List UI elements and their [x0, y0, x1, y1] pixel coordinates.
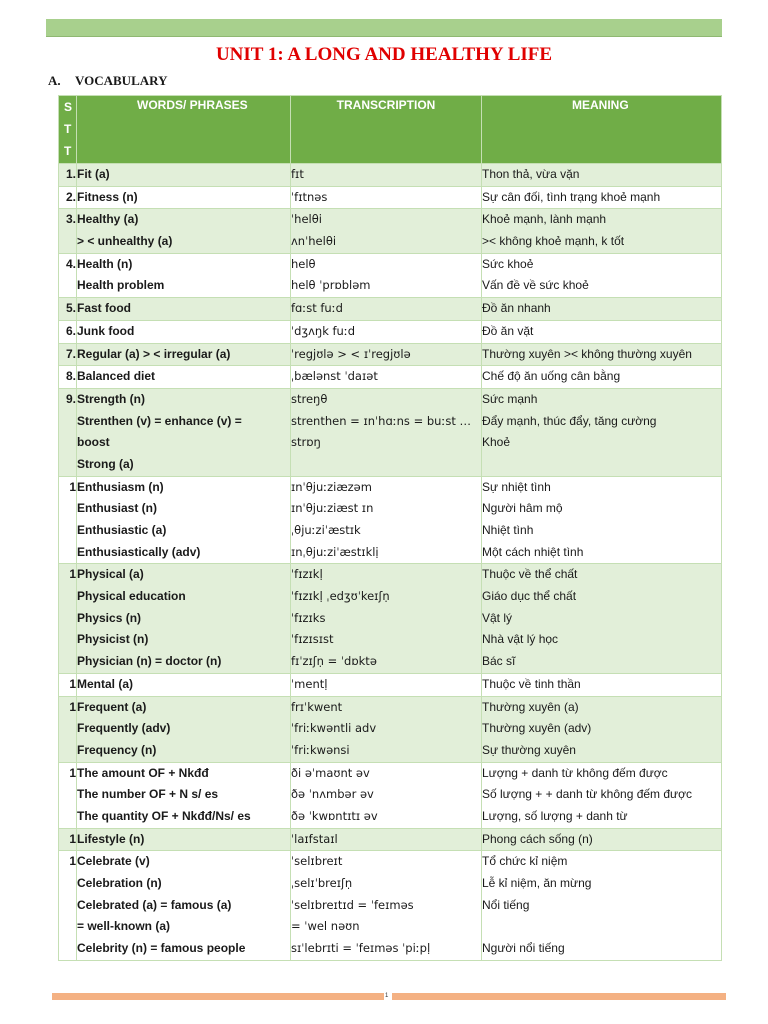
row-number: 1: [59, 762, 77, 828]
meaning-cell-line: Đồ ăn vặt: [482, 323, 534, 338]
transcription-cell-line: ɪnˈθjuːziæst ɪn: [291, 501, 374, 516]
word-cell-line: Physics (n): [77, 610, 142, 625]
word-cell-line: Physician (n) = doctor (n): [77, 654, 222, 669]
table-row: [59, 298, 722, 321]
word-cell-line: Celebration (n): [77, 876, 162, 890]
table-row: [59, 851, 722, 960]
meaning-cell-line: >< không khoẻ mạnh, k tốt: [482, 234, 625, 249]
meaning-cell-line: Khoẻ mạnh, lành mạnh: [482, 212, 607, 227]
section-label: VOCABULARY: [75, 73, 168, 88]
word-cell-line: The quantity OF + Nkđđ/Ns/ es: [77, 808, 251, 823]
transcription-cell: [291, 762, 482, 828]
word-cell-line: Strength (n): [77, 391, 145, 406]
transcription-cell-line: ˈregjʊlə > < ɪˈregjʊlə: [291, 346, 411, 361]
transcription-cell-line: ˈfɪzɪsɪst: [291, 632, 334, 647]
row-number: 9.: [59, 388, 77, 476]
meaning-cell-line: Nổi tiếng: [482, 897, 530, 912]
meaning-cell: [482, 476, 722, 564]
meaning-cell-line: Lượng + danh từ không đếm được: [482, 765, 668, 780]
transcription-cell-line: ˈdʒʌŋk fuːd: [291, 323, 356, 338]
meaning-cell-line: Thường xuyên (adv): [482, 721, 592, 736]
transcription-cell-line: = ˈwel nəʊn: [291, 919, 360, 934]
meaning-cell: [482, 696, 722, 762]
transcription-cell-line: ˈfriːkwənsi: [291, 742, 350, 757]
meaning-cell: [482, 253, 722, 297]
row-number: 1: [59, 851, 77, 960]
transcription-cell-line: ˈfɪtnəs: [291, 189, 328, 204]
transcription-cell-line: ˈfɪzɪks: [291, 610, 326, 625]
word-cell-line: Physical (a): [77, 567, 144, 582]
transcription-cell-line: strenthen = ɪnˈhɑːns = buːst …: [291, 413, 471, 428]
meaning-cell-line: Người hâm mộ: [482, 501, 563, 516]
meaning-cell-line: Phong cách sống (n): [482, 831, 593, 846]
meaning-cell-line: Sự cân đối, tình trạng khoẻ mạnh: [482, 189, 661, 204]
row-number: 1: [59, 696, 77, 762]
transcription-cell-line: ˌselɪˈbreɪʃṇ: [291, 876, 353, 890]
table-row: [59, 828, 722, 851]
meaning-cell-line: Chế độ ăn uống cân bằng: [482, 369, 621, 384]
table-row: [59, 564, 722, 673]
transcription-cell-line: ˈmentḷ: [291, 676, 328, 691]
word-cell-line: Lifestyle (n): [77, 831, 145, 846]
word-cell-line: Celebrated (a) = famous (a): [77, 897, 232, 912]
meaning-cell-line: Thuộc về tinh thần: [482, 676, 581, 691]
transcription-cell-line: ˈlaɪfstaɪl: [291, 831, 338, 846]
transcription-cell-line: ˈfriːkwəntli adv: [291, 721, 377, 736]
transcription-cell: [291, 253, 482, 297]
meaning-cell-line: Vật lý: [482, 610, 513, 625]
transcription-cell-line: ˈselɪbreɪt: [291, 854, 343, 869]
word-cell-line: Celebrity (n) = famous people: [77, 941, 246, 956]
meaning-cell-line: Khoẻ: [482, 435, 511, 450]
word-cell-line: Enthusiast (n): [77, 501, 157, 516]
meaning-cell-line: Giáo dục thể chất: [482, 589, 577, 604]
meaning-cell: [482, 828, 722, 851]
transcription-cell-line: ˈselɪbreɪtɪd = ˈfeɪməs: [291, 897, 414, 912]
word-cell-line: Physicist (n): [77, 632, 149, 647]
word-cell-line: Enthusiastic (a): [77, 523, 167, 537]
row-number: 6.: [59, 320, 77, 343]
transcription-cell-line: streŋθ: [291, 391, 328, 406]
meaning-cell-line: Một cách nhiệt tình: [482, 544, 584, 559]
transcription-cell-line: sɪˈlebrɪti = ˈfeɪməs ˈpiːpḷ: [291, 941, 431, 956]
word-cell-line: Fit (a): [77, 167, 110, 181]
meaning-cell: [482, 186, 722, 209]
table-row: [59, 762, 722, 828]
transcription-cell-line: ˈfɪzɪkḷ: [291, 567, 323, 582]
word-cell: [77, 851, 291, 960]
meaning-cell-line: Sức khoẻ: [482, 256, 534, 271]
word-cell: [77, 320, 291, 343]
transcription-cell-line: ʌnˈhelθi: [291, 234, 337, 249]
meaning-cell-line: Bác sĩ: [482, 654, 516, 669]
table-row: [59, 696, 722, 762]
table-row: [59, 320, 722, 343]
transcription-cell-line: strɒŋ: [291, 435, 321, 450]
transcription-cell-line: fɑːst fuːd: [291, 301, 343, 316]
transcription-cell: [291, 186, 482, 209]
word-cell: [77, 298, 291, 321]
meaning-cell: [482, 673, 722, 696]
word-cell-line: The amount OF + Nkđđ: [77, 765, 209, 780]
transcription-cell-line: frɪˈkwent: [291, 699, 343, 714]
transcription-cell-line: helθ: [291, 256, 316, 271]
meaning-cell-line: Thường xuyên (a): [482, 699, 579, 714]
meaning-cell-line: Thon thả, vừa vặn: [482, 167, 580, 181]
transcription-cell: [291, 298, 482, 321]
meaning-cell: [482, 762, 722, 828]
row-number: 1.: [59, 164, 77, 187]
meaning-cell-line: Thường xuyên >< không thường xuyên: [482, 346, 692, 361]
meaning-cell-line: Đẩy mạnh, thúc đẩy, tăng cường: [482, 413, 657, 428]
word-cell-line: Frequently (adv): [77, 721, 171, 736]
page-title: UNIT 1: A LONG AND HEALTHY LIFE: [215, 44, 553, 65]
word-cell-line: Physical education: [77, 589, 186, 604]
table-row: [59, 164, 722, 187]
meaning-cell-line: Số lượng + + danh từ không đếm được: [482, 787, 692, 802]
top-decorative-bar: [46, 19, 722, 37]
transcription-cell-line: fɪˈzɪʃṇ = ˈdɒktə: [291, 654, 377, 669]
meaning-cell-line: [482, 454, 721, 476]
meaning-cell: [482, 298, 722, 321]
transcription-cell-line: ɪnˈθjuːziæzəm: [291, 479, 372, 494]
row-number: 7.: [59, 343, 77, 366]
word-cell-line: Frequency (n): [77, 742, 157, 757]
word-cell-line: Frequent (a): [77, 699, 147, 714]
word-cell-line: > < unhealthy (a): [77, 234, 173, 249]
word-cell-line: Healthy (a): [77, 212, 139, 227]
header-words: WORDS/ PHRASES: [77, 96, 291, 164]
meaning-cell: [482, 164, 722, 187]
header-stt: S T T: [59, 96, 77, 164]
footer-bar-right: [392, 993, 726, 1000]
word-cell: [77, 762, 291, 828]
table-row: [59, 186, 722, 209]
meaning-cell-line: Sức mạnh: [482, 391, 538, 406]
meaning-cell: [482, 851, 722, 960]
transcription-cell: [291, 388, 482, 476]
word-cell-line: = well-known (a): [77, 919, 171, 934]
transcription-cell-line: ˌθjuːziˈæstɪk: [291, 523, 361, 537]
meaning-cell: [482, 366, 722, 389]
transcription-cell: [291, 851, 482, 960]
transcription-cell: [291, 366, 482, 389]
meaning-cell: [482, 388, 722, 476]
word-cell: [77, 209, 291, 253]
table-row: [59, 209, 722, 253]
meaning-cell-line: Sự thường xuyên: [482, 742, 576, 757]
meaning-cell: [482, 564, 722, 673]
transcription-cell: [291, 164, 482, 187]
transcription-cell-line: ðə ˈkwɒntɪtɪ əv: [291, 808, 378, 823]
word-cell: [77, 476, 291, 564]
row-number: 4.: [59, 253, 77, 297]
transcription-cell-line: ðə ˈnʌmbər əv: [291, 787, 374, 802]
transcription-cell: [291, 696, 482, 762]
word-cell: [77, 388, 291, 476]
transcription-cell-line: ði əˈmaʊnt əv: [291, 765, 370, 780]
word-cell-line: Fitness (n): [77, 189, 138, 204]
word-cell-line: Enthusiastically (adv): [77, 544, 201, 559]
word-cell: [77, 564, 291, 673]
transcription-cell-line: ˈfɪzɪkḷ ˌedʒʊˈkeɪʃṇ: [291, 589, 390, 604]
word-cell-line: Strenthen (v) = enhance (v) =: [77, 413, 242, 428]
row-number: 1: [59, 564, 77, 673]
transcription-cell: [291, 320, 482, 343]
row-number: 3.: [59, 209, 77, 253]
meaning-cell-line: Thuộc về thể chất: [482, 567, 578, 582]
word-cell-line: Fast food: [77, 301, 131, 316]
row-number: 2.: [59, 186, 77, 209]
transcription-cell: [291, 343, 482, 366]
meaning-cell-line: Lượng, số lượng + danh từ: [482, 808, 628, 823]
row-number: 1: [59, 476, 77, 564]
meaning-cell-line: Sự nhiệt tình: [482, 479, 551, 494]
word-cell-line: Strong (a): [77, 456, 134, 471]
meaning-cell: [482, 343, 722, 366]
meaning-cell-line: Tổ chức kỉ niệm: [482, 854, 568, 869]
transcription-cell-line: ɪnˌθjuːziˈæstɪklị: [291, 544, 379, 559]
word-cell: [77, 343, 291, 366]
meaning-cell-line: Nhiệt tình: [482, 523, 534, 537]
meaning-cell-line: [482, 916, 721, 938]
word-cell-line: Health (n): [77, 256, 133, 271]
page-number: 1: [385, 993, 389, 999]
table-row: [59, 476, 722, 564]
section-heading: [48, 73, 167, 89]
word-cell: [77, 164, 291, 187]
word-cell: [77, 366, 291, 389]
vocabulary-table: [58, 95, 722, 961]
transcription-cell-line: [291, 454, 481, 476]
row-number: 8.: [59, 366, 77, 389]
transcription-cell: [291, 476, 482, 564]
word-cell: [77, 186, 291, 209]
row-number: 1: [59, 828, 77, 851]
meaning-cell-line: Nhà vật lý học: [482, 632, 559, 647]
word-cell: [77, 696, 291, 762]
word-cell-line: The number OF + N s/ es: [77, 787, 219, 802]
meaning-cell-line: Lễ kỉ niệm, ăn mừng: [482, 876, 592, 890]
word-cell-line: Celebrate (v): [77, 854, 150, 869]
transcription-cell: [291, 828, 482, 851]
table-row: [59, 388, 722, 476]
header-meaning: MEANING: [482, 96, 722, 164]
word-cell-line: boost: [77, 435, 110, 450]
word-cell-line: Junk food: [77, 323, 135, 338]
table-row: [59, 673, 722, 696]
meaning-cell-line: Đồ ăn nhanh: [482, 301, 551, 316]
meaning-cell-line: Vấn đề về sức khoẻ: [482, 278, 589, 293]
word-cell: [77, 828, 291, 851]
word-cell-line: Health problem: [77, 278, 165, 293]
meaning-cell: [482, 209, 722, 253]
transcription-cell-line: ˌbælənst ˈdaɪət: [291, 369, 378, 384]
table-row: [59, 253, 722, 297]
header-transcription: TRANSCRIPTION: [291, 96, 482, 164]
section-letter: A.: [48, 73, 61, 88]
row-number: 5.: [59, 298, 77, 321]
transcription-cell-line: helθ ˈprɒbləm: [291, 278, 371, 293]
transcription-cell: [291, 209, 482, 253]
meaning-cell: [482, 320, 722, 343]
meaning-cell-line: Người nổi tiếng: [482, 941, 565, 956]
word-cell: [77, 673, 291, 696]
table-row: [59, 343, 722, 366]
transcription-cell: [291, 673, 482, 696]
row-number: 1: [59, 673, 77, 696]
word-cell-line: Enthusiasm (n): [77, 479, 164, 494]
word-cell-line: Mental (a): [77, 676, 134, 691]
table-row: [59, 366, 722, 389]
transcription-cell-line: ˈhelθi: [291, 212, 322, 227]
word-cell-line: Balanced diet: [77, 369, 156, 384]
transcription-cell-line: fɪt: [291, 167, 304, 181]
table-header-row: [59, 96, 722, 164]
transcription-cell: [291, 564, 482, 673]
word-cell: [77, 253, 291, 297]
word-cell-line: Regular (a) > < irregular (a): [77, 346, 231, 361]
footer-bar-left: [52, 993, 384, 1000]
